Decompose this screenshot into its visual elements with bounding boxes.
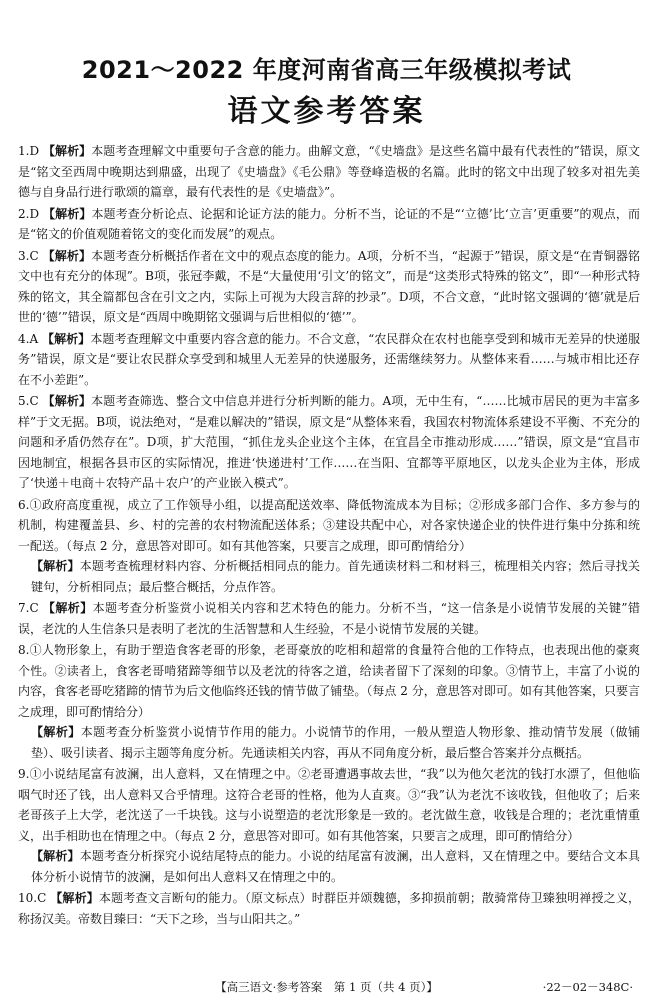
analysis-label: 【解析】 — [42, 601, 93, 615]
answer-text: 本题考查梳理材料内容、分析概括相同点的能力。首先通读材料二和材料三，梳理相关内容；然后寻找关键句，分析相同点；最后整合概括，分点作答。 — [31, 559, 640, 594]
document-title: 语文参考答案 — [227, 94, 426, 129]
answer-item-4 — [18, 329, 640, 391]
answer-text: 本题考查筛选、整合文中信息并进行分析判断的能力。A项，无中生有，“……比城市居民的更为丰富多样”于文无据。B项，说法绝对，“是难以解决的”错误，原文是“从整体来看，我国农村物流体系建设不平衡、不充分的问题和矛盾仍然存在”。D项，扩大范围，“抓住龙头企业这个主体，在宜昌全市推动形成……”错误，原文是“宜昌市因地制宜，根据各县市区的实际情况，推进‘快递进村’工作……在当阳、宜都等平原地区，以龙头企业为主体，形成了‘快递＋电商＋农特产品＋农户’的产业嵌入模式”。 — [18, 394, 640, 490]
footer-page-info: 【高三语文·参考答案 第 1 页（共 4 页）】 — [215, 980, 438, 994]
analysis-label: 【解析】 — [31, 725, 81, 739]
analysis-label: 【解析】 — [42, 144, 92, 158]
answer-item-6-analysis — [18, 556, 640, 597]
answer-number: 1.D — [18, 144, 40, 158]
answer-number: 4.A — [18, 331, 39, 346]
answer-text: 本题考查分析鉴赏小说情节作用的能力。小说情节的作用，一般从塑造人物形象、推动情节发展（做铺垫）、吸引读者、揭示主题等角度分析。先通读相关内容，再从不同角度分析，最后整合答案并分点概括。 — [31, 725, 640, 760]
answer-item-7 — [18, 598, 640, 639]
analysis-label: 【解析】 — [43, 206, 92, 221]
analysis-label: 【解析】 — [50, 891, 99, 905]
answer-number: 2.D — [18, 206, 40, 221]
answer-text: 本题考查理解文中重要句子含意的能力。曲解文意，“《史墙盘》是这些名篇中最有代表性的”错误，原文是“铭文至西周中晚期达到鼎盛，出现了《史墙盘》《毛公鼎》等登峰造极的名篇。此时的铭文中出现了较多对祖先美德与自身品行进行歌颂的篇章，最有代表性的是《史墙盘》”。 — [18, 144, 640, 199]
answer-text: ①小说结尾富有波澜，出人意料，又在情理之中。②老哥遭遇事故去世，“我”以为他欠老沈的钱打水漂了，但他临咽气时还了钱，出人意料又合乎情理。这符合老哥的性格，他为人直爽。③“我”认为老沈不该收钱，但他收了；后来老哥孩子上大学，老沈送了一千块钱。这与小说塑造的老沈形象是一致的。老沈做生意，收钱是合理的；老沈重情重义，出手相助也在情理之中。（每点 2 分，意思答对即可。如有其他答案，只要言之成理，即可酌情给分） — [18, 767, 640, 843]
answer-number: 6. — [18, 497, 30, 512]
answer-text: ①政府高度重视，成立了工作领导小组，以提高配送效率、降低物流成本为目标；②形成多部门合作、多方参与的机制，构建覆盖县、乡、村的完善的农村物流配送体系；③建设共配中心，对各家快递企业的快件进行集中分拣和统一配送。（每点 2 分，意思答对即可。如有其他答案，只要言之成理，即可酌情给分） — [18, 497, 640, 553]
analysis-label: 【解析】 — [31, 559, 80, 573]
analysis-label: 【解析】 — [42, 331, 91, 346]
analysis-label: 【解析】 — [42, 394, 92, 408]
answer-item-5 — [18, 391, 640, 494]
answer-number: 8. — [18, 643, 30, 657]
answer-item-8-analysis — [18, 722, 640, 763]
answer-number: 5.C — [18, 394, 39, 408]
answer-item-1 — [18, 141, 640, 203]
analysis-label: 【解析】 — [31, 849, 80, 863]
answer-item-10 — [18, 888, 640, 929]
answer-item-9 — [18, 764, 640, 846]
answer-number: 10.C — [18, 891, 47, 905]
answer-text: 本题考查分析探究小说结尾特点的能力。小说的结尾富有波澜，出人意料，又在情理之中。要结合文本具体分析小说情节的波澜，是如何出人意料又在情理之中的。 — [31, 849, 640, 884]
analysis-label: 【解析】 — [42, 248, 92, 263]
answer-item-2 — [18, 204, 640, 245]
answer-text: ①人物形象上，有助于塑造食客老哥的形象，老哥豪放的吃相和超常的食量符合他的工作特点，也表现出他的豪爽个性。②读者上，食客老哥啃猪蹄等细节以及老沈的待客之道，给读者留下了深刻的印象。③情节上，丰富了小说的内容，食客老哥吃猪蹄的情节为后文他临终还钱的情节做了铺垫。（每点 2 分，意思答对即可。如有其他答案，只要言之成理，即可酌情给分） — [18, 643, 640, 719]
answer-number: 9. — [18, 767, 30, 781]
exam-title: 2021～2022 年度河南省高三年级模拟考试 — [81, 56, 572, 84]
footer-code: ·22－02－348C· — [542, 980, 633, 994]
answer-item-6 — [18, 495, 640, 557]
answer-text: 本题考查分析论点、论据和论证方法的能力。分析不当，论证的不是“‘立德’比‘立言’更重要”的观点，而是“铭文的价值观随着铭文的变化而发展”的观点。 — [18, 206, 640, 241]
answer-list — [18, 141, 640, 929]
answer-text: 本题考查文言断句的能力。（原文标点）时群臣并颂魏德，多抑损前朝；散骑常侍卫臻独明禅授之义，称扬汉美。帝数目臻曰：“天下之珍，当与山阳共之。” — [18, 891, 640, 926]
answer-text: 本题考查分析鉴赏小说相关内容和艺术特色的能力。分析不当，“这一信条是小说情节发展的关键”错误，老沈的人生信条只是表明了老沈的生活智慧和人生经验，不是小说情节发展的关键。 — [18, 601, 640, 636]
answer-text: 本题考查分析概括作者在文中的观点态度的能力。A项，分析不当，“起源于”错误，原文是“在青铜器铭文中也有充分的体现”。B项，张冠李戴，不是“大量使用‘引文’的铭文”，而是“这类形式特殊的铭文”，即“一种形式特殊的铭文，其全篇都包含在引文之内，实际上可视为大段言辞的抄录”。D项，不合文意，“此时铭文强调的‘德’就是后世的‘德’”错误，原文是“西周中晚期铭文强调与后世相似的‘德’”。 — [18, 248, 640, 324]
answer-number: 3.C — [18, 248, 39, 263]
answer-text: 本题考查理解文中重要内容含意的能力。不合文意，“农民群众在农村也能享受到和城市无差异的快递服务”错误，原文是“要让农民群众享受到和城里人无差异的快递服务，还需继续努力。从整体来看……与城市相比还存在不小差距”。 — [18, 331, 640, 387]
answer-number: 7.C — [18, 601, 39, 615]
answer-item-8 — [18, 640, 640, 722]
answer-item-3 — [18, 246, 640, 328]
answer-item-9-analysis — [18, 846, 640, 887]
